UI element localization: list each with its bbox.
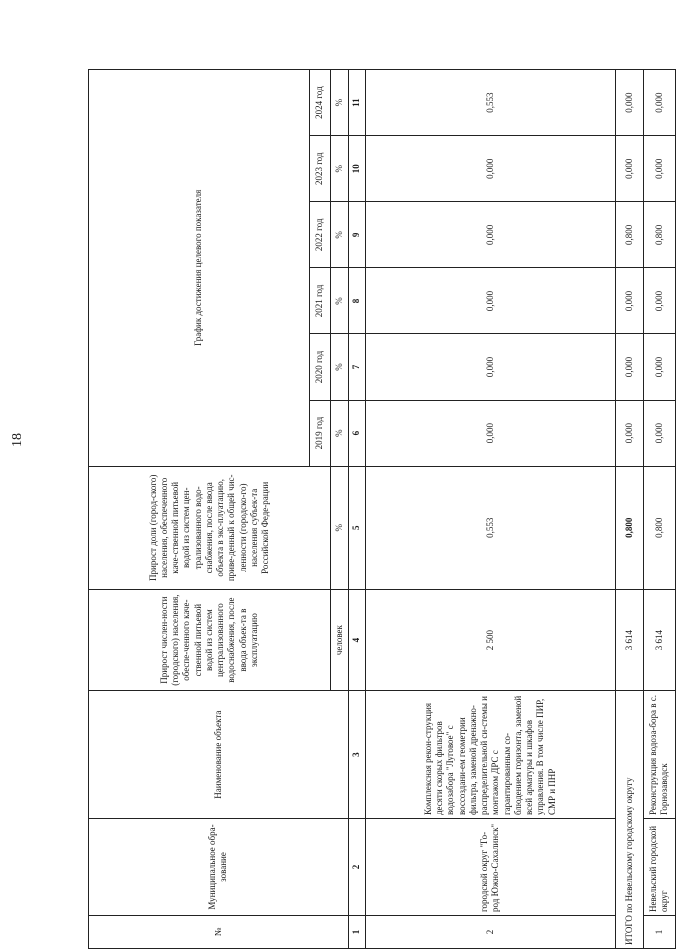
unit-percent: % <box>331 334 348 400</box>
header-year: 2020 год <box>309 334 331 400</box>
row-year-value: 0,000 <box>366 400 616 466</box>
row-year-value: 0,553 <box>366 70 616 136</box>
row-year-value: 0,000 <box>643 400 675 466</box>
unit-percent: % <box>331 70 348 136</box>
row-year-value: 0,000 <box>366 268 616 334</box>
unit-percent: % <box>331 268 348 334</box>
column-index: 7 <box>348 334 365 400</box>
unit-percent: % <box>331 466 348 589</box>
column-index: 1 <box>348 915 365 948</box>
page-number: 18 <box>10 433 25 447</box>
row-year-value: 0,000 <box>366 334 616 400</box>
row-year-value: 0,000 <box>643 70 675 136</box>
header-object: Наименование объекта <box>89 691 349 819</box>
header-year: 2024 год <box>309 70 331 136</box>
header-num: № <box>89 915 349 948</box>
table-row <box>643 70 675 949</box>
unit-percent: % <box>331 400 348 466</box>
total-year-value: 0,000 <box>615 334 643 400</box>
row-year-value: 0,000 <box>643 136 675 202</box>
row-people: 2 500 <box>366 589 616 690</box>
row-municipality: Невельский городской округ <box>643 819 675 916</box>
row-year-value: 0,800 <box>643 202 675 268</box>
header-year: 2021 год <box>309 268 331 334</box>
row-people: 3 614 <box>643 589 675 690</box>
column-index: 6 <box>348 400 365 466</box>
column-index: 5 <box>348 466 365 589</box>
header-growth-people: Прирост числен-ности (городского) населения, обеспе-ченного каче-ственной питьевой водой из систем централизованного водоснабжения, после ввода объек-та в эксплуатацию <box>89 589 331 690</box>
row-share: 0,800 <box>643 466 675 589</box>
row-num: 1 <box>643 915 675 948</box>
column-index: 3 <box>348 691 365 819</box>
total-people: 3 614 <box>615 589 643 690</box>
column-index: 9 <box>348 202 365 268</box>
header-year: 2019 год <box>309 400 331 466</box>
header-year: 2022 год <box>309 202 331 268</box>
unit-percent: % <box>331 202 348 268</box>
target-indicator-table <box>88 69 676 949</box>
total-share: 0,800 <box>615 466 643 589</box>
total-year-value: 0,000 <box>615 400 643 466</box>
row-object: Реконструкция водоза-бора в с. Горнозаводск <box>643 691 675 819</box>
header-growth-share: Прирост доли (город-ского) населения, обеспеченного каче-ственной питьевой водой из систем цен-трализованного водо-снабжения, после ввода объекта в экс-плуатацию, приве-денный к общей чис-ленности (городско-го) населения субъек-та Российской Феде-рации <box>89 466 331 589</box>
row-year-value: 0,000 <box>366 136 616 202</box>
column-index: 10 <box>348 136 365 202</box>
row-object: Комплексная рекон-струкция десяти скорых фильтров водозабора "Луговое" с воссоздани-ем геометрии фильтра, заменой дренажно-распределительной си-стемы и монтажом ДРС с гарантированным со-блюдением горизонта, заменой всей арматуры и шкафов управления. В том числе ПИР, СМР и ПНР <box>366 691 616 819</box>
column-index: 11 <box>348 70 365 136</box>
total-year-value: 0,000 <box>615 268 643 334</box>
column-index-row <box>348 70 365 949</box>
total-year-value: 0,800 <box>615 202 643 268</box>
total-year-value: 0,000 <box>615 136 643 202</box>
column-index: 2 <box>348 819 365 916</box>
header-year: 2023 год <box>309 136 331 202</box>
row-municipality: городской округ "Го-род Южно-Сахалинск" <box>366 819 616 916</box>
table-rotated-container <box>88 69 700 949</box>
total-year-value: 0,000 <box>615 70 643 136</box>
column-index: 8 <box>348 268 365 334</box>
header-municipality: Муниципальное обра-зование <box>89 819 349 916</box>
header-schedule: График достижения целевого показателя <box>89 70 310 467</box>
row-year-value: 0,000 <box>366 202 616 268</box>
unit-people: человек <box>331 589 348 690</box>
total-label: ИТОГО по Невельскому городскому округу <box>615 691 643 949</box>
total-row <box>615 70 643 949</box>
row-share: 0,553 <box>366 466 616 589</box>
column-index: 4 <box>348 589 365 690</box>
row-year-value: 0,000 <box>643 334 675 400</box>
unit-percent: % <box>331 136 348 202</box>
table-row <box>366 70 616 949</box>
row-num: 2 <box>366 915 616 948</box>
row-year-value: 0,000 <box>643 268 675 334</box>
